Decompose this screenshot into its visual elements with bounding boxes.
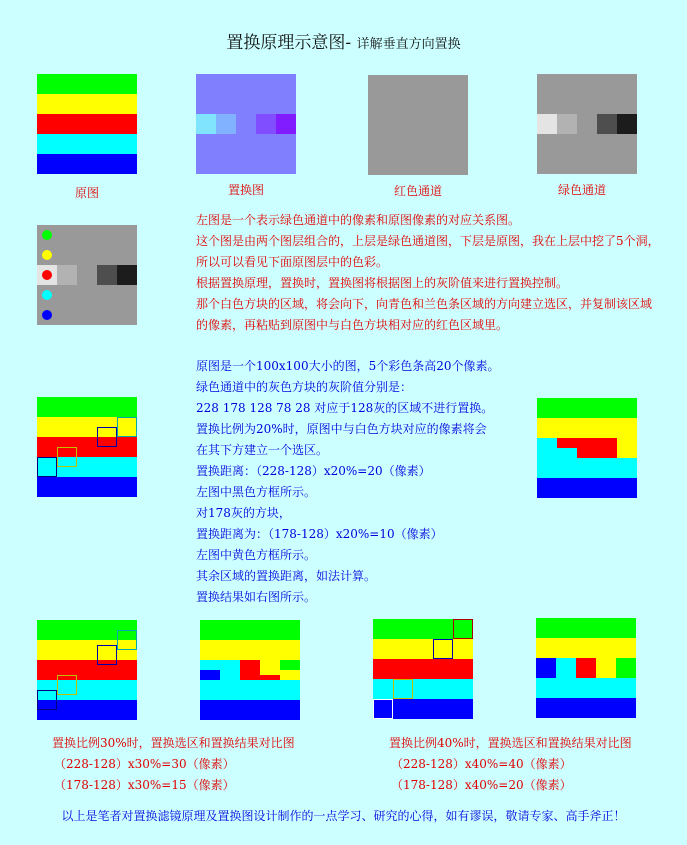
bottom-left-caption: 置换比例30%时，置换选区和置换结果对比图 （228-128）x30%=30（像素） （178-128）x30%=15（像素） — [52, 736, 295, 792]
blue-hole — [42, 310, 52, 320]
bottom-right-caption: 置换比例40%时，置换选区和置换结果对比图 （228-128）x40%=40（像素） （178-128）x40%=20（像素） — [389, 736, 632, 792]
title-main: 置换原理示意图- — [226, 33, 352, 53]
green-channel-image — [537, 74, 637, 174]
page-title — [0, 28, 687, 53]
caption-displacement-map: 置换图 — [227, 183, 264, 197]
green-hole — [42, 230, 52, 240]
original-image — [37, 74, 137, 174]
cyan-hole — [42, 290, 52, 300]
title-sub: 详解垂直方向置换 — [356, 37, 461, 52]
selection-40-image — [373, 619, 473, 719]
yellow-hole — [42, 250, 52, 260]
footer-note: 以上是笔者对置换滤镜原理及置换图设计制作的一点学习、研究的心得，如有谬误，敬请专家、高手斧正！ — [61, 809, 626, 823]
blue-selection-box — [97, 427, 117, 447]
cyan-selection-box — [117, 417, 137, 437]
red-channel-image — [368, 75, 468, 175]
yellow-selection-box — [57, 447, 77, 467]
caption-red-channel: 红色通道 — [393, 184, 442, 198]
caption-original: 原图 — [74, 186, 99, 200]
result-20-image — [537, 398, 637, 498]
overlay-image — [37, 225, 137, 325]
result-40-image — [536, 618, 636, 718]
red-hole — [42, 270, 52, 280]
black-selection-box — [37, 457, 57, 477]
red-explanation: 左图是一个表示绿色通道中的像素和原图像素的对应关系图。 这个图是由两个图层组合的，上层是绿色通道图，下层是原图，我在上层中挖了5个洞， 所以可以看见下面原图层中的色彩。 根据置换原理，置换时，置换图将根据图上的灰阶值来进行置换控制。 那个白色方块的区域，将会向下，向青色和兰色条区域的方向建立选区，并复制该区域 的像素，再粘贴到原图中与白色方块相对应的红色区域里。 — [196, 213, 660, 332]
result-30-image — [200, 620, 300, 720]
selection-20-image — [37, 397, 137, 497]
caption-green-channel: 绿色通道 — [557, 183, 606, 197]
blue-explanation: 原图是一个100x100大小的图，5个彩色条高20个像素。 绿色通道中的灰色方块的灰阶值分别是： 228 178 128 78 28 对应于128灰的区域不进行置换。 置换比例为20%时，原图中与白色方块对应的像素将会 在其下方建立一个选区。 置换距离：（228-128）x20%=20（像素） 左图中黑色方框所示。 对178灰的方块， 置换距离为：（178-128）x20%=10（像素） 左图中黄色方框所示。 其余区域的置换距离，如法计算。 置换结果如右图所示。 — [196, 359, 500, 604]
displacement-map-image — [196, 74, 296, 174]
selection-30-image — [37, 620, 137, 720]
